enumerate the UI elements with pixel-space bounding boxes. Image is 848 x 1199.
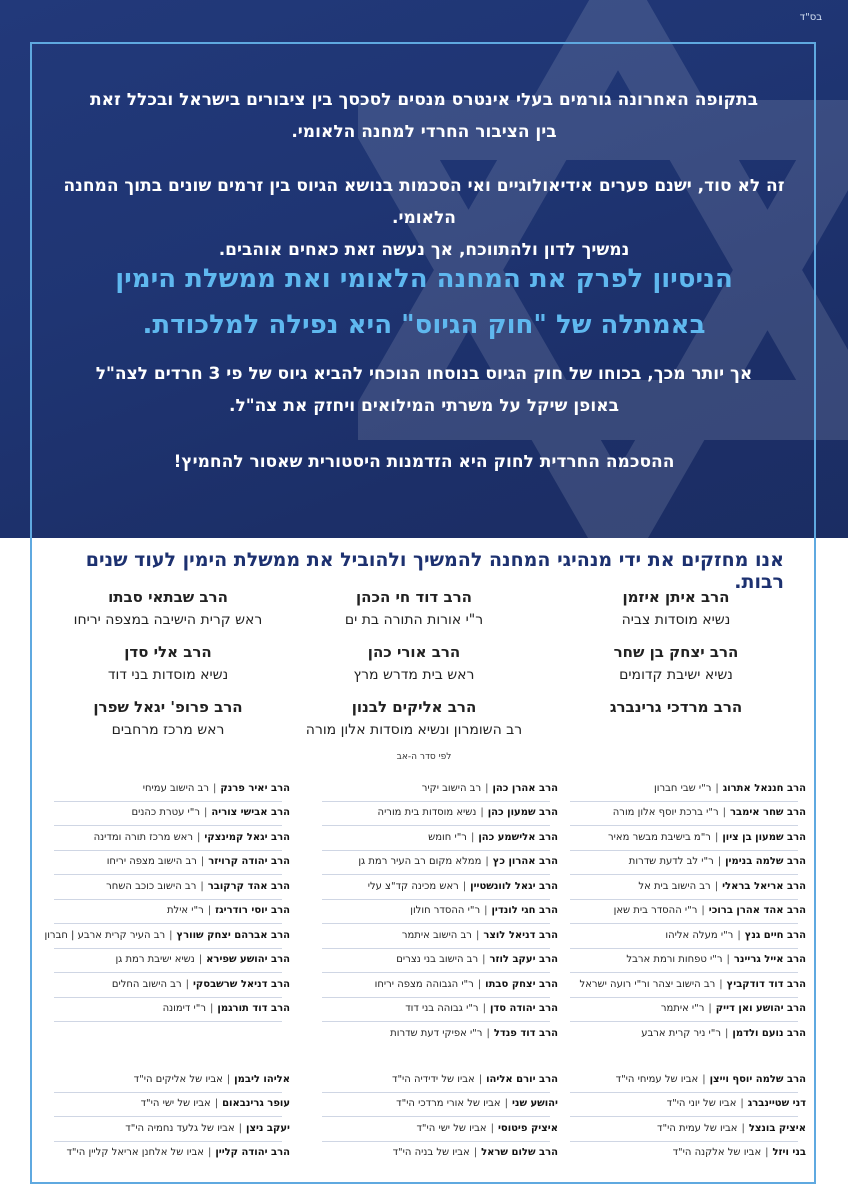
separator: |	[482, 954, 486, 966]
leader-name: הרב איתן איזמן	[622, 588, 730, 606]
signer-role: נשיא מוסדות בית מוריה	[377, 807, 477, 819]
signer-name: הרב אברהם יצחק שוורץ	[176, 929, 290, 941]
signer-role: ר"י דימונה	[162, 1003, 207, 1015]
signer-name: הרב דוד דודקביץ	[726, 978, 806, 990]
headline-line: באמתלה של "חוק הגיוס" היא נפילה למלכודת.	[142, 310, 706, 340]
separator: |	[238, 1122, 243, 1134]
row-divider	[322, 948, 550, 949]
signer-column-right	[566, 776, 806, 1046]
row-divider	[54, 972, 282, 973]
signer-row	[566, 899, 806, 924]
signer-role: רב הישוב מצפה יריחו	[106, 856, 197, 868]
signer-role: ממלא מקום רב העיר רמת גן	[358, 856, 482, 868]
signer-row	[318, 948, 558, 973]
separator: |	[198, 954, 203, 966]
row-divider	[54, 874, 282, 875]
signer-row	[50, 850, 290, 875]
separator: |	[480, 807, 484, 819]
signer-role: ראש מרכז תורה ומדינה	[93, 831, 194, 843]
row-divider	[54, 1021, 282, 1022]
intro-line: בין הציבור החרדי למחנה הלאומי.	[291, 122, 557, 142]
signer-row	[50, 874, 290, 899]
signer-role: ר"י ההסדר בית שאן	[613, 905, 698, 917]
signer-name: הרב דוד פנדל	[493, 1027, 558, 1039]
leader-name: הרב יצחק בן שחר	[613, 643, 739, 661]
signer-role: ר"י גבוהה בני דוד	[405, 1003, 479, 1015]
signer-name: הרב חיים גנץ	[744, 929, 806, 941]
signer-row	[318, 899, 558, 924]
signer-name: הרב דניאל לוצר	[483, 929, 558, 941]
row-divider	[322, 1021, 550, 1022]
signer-row	[566, 1067, 806, 1092]
leader-entry	[48, 698, 288, 738]
row-divider	[322, 1141, 550, 1142]
signer-role: ראש מכינה קד"צ עלי	[367, 880, 459, 892]
signer-role: ר"י איתמר	[660, 1003, 705, 1015]
signer-row	[566, 825, 806, 850]
signer-role: ר"י שבי חברון	[654, 782, 712, 794]
leader-entry	[48, 588, 288, 628]
row-divider	[322, 825, 550, 826]
signer-row	[566, 1021, 806, 1046]
signer-name: הרב יגאל לוונשטיין	[470, 880, 558, 892]
signer-name: הרב נועם ולדמן	[732, 1027, 806, 1039]
signer-name: הרב דוד תורגמן	[217, 1003, 290, 1015]
leader-name: הרב דוד חי הכהן	[356, 588, 472, 606]
leader-name: הרב אורי כהן	[367, 643, 461, 661]
signer-name: הרב יגאל קמינצקי	[204, 831, 290, 843]
row-divider	[570, 825, 798, 826]
headline-line: הניסיון לפרק את המחנה הלאומי ואת ממשלת הימין	[115, 264, 733, 294]
signer-row	[50, 997, 290, 1022]
row-divider	[570, 1116, 798, 1117]
separator: |	[226, 1073, 231, 1085]
signer-name: הרב דניאל שרשבסקי	[192, 978, 290, 990]
leader-entry	[556, 698, 796, 722]
row-divider	[570, 850, 798, 851]
signer-role: ר"י טפחות ורמת ארבל	[626, 954, 723, 966]
row-divider	[570, 923, 798, 924]
signer-name: איציק בונצל	[748, 1122, 806, 1134]
leader-role: נשיא מוסדות בני דוד	[107, 667, 229, 683]
intro-line: אך יותר מכך, בכוחו של חוק הגיוס בנוסחו הנוכחי להביא גיוס של פי 3 חרדים לצה"ל	[95, 364, 753, 384]
signer-row	[50, 825, 290, 850]
signer-role: אביו של אלחנן אריאל קליין הי"ד	[66, 1147, 204, 1159]
signer-row	[50, 948, 290, 973]
separator: |	[714, 831, 719, 843]
signer-name: הרב יעקב לוזר	[489, 954, 558, 966]
signer-role: אביו של אלקנה הי"ד	[672, 1147, 762, 1159]
leader-role: ראש מרכז מרחבים	[111, 722, 225, 738]
signer-name: הרב יוסי רודריגז	[215, 905, 290, 917]
signer-row	[50, 801, 290, 826]
signer-row	[318, 997, 558, 1022]
signer-row	[318, 1067, 558, 1092]
signer-name: הרב אריאל בראלי	[722, 880, 806, 892]
signer-role: אביו של ישי הי"ד	[416, 1122, 487, 1134]
signer-row	[566, 850, 806, 875]
row-divider	[54, 825, 282, 826]
leader-name: הרב פרופ' יגאל שפרן	[93, 698, 243, 716]
signer-column-middle	[318, 776, 558, 1046]
signer-row	[566, 948, 806, 973]
leader-role: רב השומרון ונשיא מוסדות אלון מורה	[305, 722, 523, 738]
signer-name: הרב יהושע ואן דייק	[715, 1003, 806, 1015]
leader-name: הרב אליקים לבנון	[351, 698, 477, 716]
separator: |	[169, 929, 173, 941]
signer-row	[566, 1092, 806, 1117]
signer-name: הרב יהודה קרויזר	[208, 856, 290, 868]
signer-role: ר"י אפיקי דעת שדרות	[390, 1027, 483, 1039]
intro-line: בתקופה האחרונה גורמים בעלי אינטרס מנסים לסכסך בין ציבורים בישראל ובכלל זאת	[90, 90, 758, 110]
row-divider	[54, 801, 282, 802]
row-divider	[54, 997, 282, 998]
signer-role: אביו של ידידיה הי"ד	[392, 1073, 475, 1085]
separator: |	[475, 929, 480, 941]
signer-name: הרב שחר אימבר	[729, 807, 806, 819]
signer-name: יעקב ניצן	[246, 1122, 290, 1134]
separator: |	[212, 782, 217, 794]
leader-entry	[294, 588, 534, 628]
intro-line: נמשיך לדון ולהתווכח, אך נעשה זאת כאחים אוהבים.	[218, 240, 630, 260]
signer-role: רב הישוב עמיחי	[142, 782, 209, 794]
separator: |	[726, 954, 730, 966]
separator: |	[701, 905, 705, 917]
signer-name: אליהו ליבמן	[234, 1073, 290, 1085]
separator: |	[470, 831, 475, 843]
intro-line: זה לא סוד, ישנם פערים אידיאולוגיים ואי הסכמות בנושא הגיוס בין זרמים שונים בתוך המחנה הלאומי.	[63, 176, 785, 228]
signer-name: הרב יהודה קליין	[215, 1147, 290, 1159]
signer-name: הרב שלום שראל	[481, 1147, 558, 1159]
signer-row	[318, 1092, 558, 1117]
signer-row	[50, 1141, 290, 1166]
signer-name: הרב שלמה בנימין	[725, 856, 806, 868]
row-divider	[322, 997, 550, 998]
signer-role: רב הישוב כוכב השחר	[106, 880, 197, 892]
signer-row	[566, 874, 806, 899]
row-divider	[570, 874, 798, 875]
separator: |	[722, 807, 726, 819]
signer-name: הרב חננאל אתרוג	[722, 782, 806, 794]
signer-row	[318, 1141, 558, 1166]
signer-row	[566, 923, 806, 948]
signer-row	[50, 776, 290, 801]
leader-name: הרב אלי סדן	[124, 643, 212, 661]
signer-role: רב העיר קרית ארבע | חברון	[44, 929, 166, 941]
separator: |	[714, 880, 719, 892]
signer-row	[50, 1067, 290, 1092]
row-divider	[54, 1141, 282, 1142]
row-divider	[54, 899, 282, 900]
signer-name: הרב יורם אליהו	[486, 1073, 558, 1085]
separator: |	[737, 929, 741, 941]
separator: |	[486, 1027, 490, 1039]
row-divider	[570, 899, 798, 900]
row-divider	[322, 923, 550, 924]
signer-name: הרב שמעון כהן	[487, 807, 558, 819]
signer-row	[318, 874, 558, 899]
signer-name: איציק פיטוסי	[497, 1122, 558, 1134]
row-divider	[570, 1141, 798, 1142]
separator: |	[702, 1073, 706, 1085]
signer-role: ר"י הגבוהה מצפה יריחו	[374, 978, 474, 990]
separator: |	[197, 831, 201, 843]
signer-role: רב הישוב איתמר	[401, 929, 472, 941]
separator: |	[741, 1122, 745, 1134]
separator: |	[210, 1003, 214, 1015]
leader-entry	[556, 643, 796, 683]
signer-name: יהושע שני	[511, 1098, 558, 1110]
signer-row	[566, 1116, 806, 1141]
signer-row	[318, 776, 558, 801]
signer-row	[566, 972, 806, 997]
signer-role: אביו של בניה הי"ד	[392, 1147, 470, 1159]
signer-role: ר"י אילת	[166, 905, 204, 917]
signer-row	[318, 801, 558, 826]
signer-role: אביו של גלעד נחמיה הי"ד	[125, 1122, 235, 1134]
leader-role: נשיא מוסדות צביה	[621, 612, 731, 628]
signer-name: דני שטיינברג	[747, 1098, 806, 1110]
separator: |	[477, 978, 482, 990]
signer-name: הרב אהרון כץ	[492, 856, 558, 868]
row-divider	[54, 850, 282, 851]
separator: |	[708, 1003, 712, 1015]
signer-role: רב הישוב בני נצרים	[396, 954, 479, 966]
signer-role: אביו של עמית הי"ד	[657, 1122, 738, 1134]
corner-mark: בס"ד	[799, 12, 822, 23]
signer-name: הרב יאיר פרנק	[220, 782, 290, 794]
signer-role: רב הישוב החלים	[111, 978, 182, 990]
separator: |	[485, 782, 489, 794]
separator: |	[200, 856, 205, 868]
signer-role: רב הישוב יצהר ור"י רועה ישראל	[579, 978, 716, 990]
signer-role: נשיא ישיבת רמת גן	[115, 954, 195, 966]
signer-row	[318, 1021, 558, 1046]
separator: |	[214, 1098, 219, 1110]
signer-row	[50, 972, 290, 997]
row-divider	[322, 801, 550, 802]
separator: |	[204, 807, 208, 819]
signer-name: בני ויזל	[772, 1147, 806, 1159]
signer-role: אביו של אליקים הי"ד	[133, 1073, 223, 1085]
intro-paragraph-4: ההסכמה החרדית לחוק היא הזדמנות היסטורית שאסור להחמיץ!	[173, 452, 675, 472]
signer-name: הרב חגי לונדין	[491, 905, 558, 917]
signer-role: ר"י חומש	[428, 831, 467, 843]
row-divider	[570, 1092, 798, 1093]
row-divider	[570, 948, 798, 949]
signer-role: אביו של עמיחי הי"ד	[615, 1073, 699, 1085]
subheading: אנו מחזקים את ידי מנהיגי המחנה להמשיך ולהוביל את ממשלת הימין לעוד שנים רבות.	[85, 549, 784, 593]
signer-name: הרב שלמה יוסף וייצן	[709, 1073, 806, 1085]
row-divider	[322, 899, 550, 900]
signer-row	[566, 776, 806, 801]
separator: |	[504, 1098, 508, 1110]
leader-name: הרב שבתאי סבתו	[108, 588, 228, 606]
separator: |	[717, 856, 722, 868]
separator: |	[715, 782, 719, 794]
signer-role: ר"י עטרת כהנים	[131, 807, 201, 819]
signer-row	[318, 825, 558, 850]
signer-row	[44, 923, 290, 948]
separator: |	[473, 1147, 478, 1159]
signer-row	[318, 850, 558, 875]
order-note: לפי סדר ה-אב	[396, 752, 452, 762]
intro-line: באופן שיקל על משרתי המילואים ויחזק את צה"ל.	[229, 396, 619, 416]
separator: |	[462, 880, 467, 892]
signer-row	[50, 899, 290, 924]
leader-entry	[294, 643, 534, 683]
separator: |	[725, 1027, 729, 1039]
signer-role: ר"י מעלה אליהו	[665, 929, 734, 941]
separator: |	[207, 905, 212, 917]
separator: |	[485, 856, 489, 868]
signer-role: ר"מ בישיבת מבשר מאיר	[608, 831, 711, 843]
row-divider	[322, 850, 550, 851]
signer-name: הרב יהודה סדן	[489, 1003, 558, 1015]
row-divider	[54, 948, 282, 949]
row-divider	[322, 1116, 550, 1117]
signer-role: ר"י ניר קרית ארבע	[641, 1027, 722, 1039]
row-divider	[322, 972, 550, 973]
leader-name: הרב מרדכי גרינברג	[609, 698, 743, 716]
separator: |	[490, 1122, 494, 1134]
signer-role: ר"י ההסדר חולון	[410, 905, 481, 917]
leader-entry	[48, 643, 288, 683]
signer-row	[566, 801, 806, 826]
leader-entry	[294, 698, 534, 738]
signer-row	[566, 997, 806, 1022]
signer-role: ר"י לב לדעת שדרות	[628, 856, 714, 868]
signer-name: עופר גרינבאום	[222, 1098, 290, 1110]
signer-name: הרב יהושע שפירא	[206, 954, 290, 966]
separator: |	[200, 880, 204, 892]
separator: |	[740, 1098, 744, 1110]
signer-name: הרב אהרן כהן	[492, 782, 558, 794]
signer-name: הרב יצחק סבתו	[485, 978, 558, 990]
leader-entry	[556, 588, 796, 628]
signer-role: ר"י ברכת יוסף אלון מורה	[612, 807, 719, 819]
signer-role: רב הישוב יקיר	[421, 782, 482, 794]
signer-name: הרב שמעון בן ציון	[722, 831, 806, 843]
separator: |	[185, 978, 189, 990]
row-divider	[54, 1116, 282, 1117]
signer-row	[50, 1116, 290, 1141]
separator: |	[719, 978, 723, 990]
leader-role: ראש בית מדרש מרץ	[353, 667, 475, 683]
signer-name: הרב אלישמע כהן	[478, 831, 558, 843]
leader-role: ר"י אורות התורה בת ים	[344, 612, 484, 628]
signer-row	[318, 923, 558, 948]
separator: |	[765, 1147, 769, 1159]
row-divider	[570, 1021, 798, 1022]
separator: |	[484, 905, 488, 917]
signer-row	[566, 1141, 806, 1166]
row-divider	[322, 1092, 550, 1093]
signer-role: אביו של ישי הי"ד	[140, 1098, 211, 1110]
signer-role: אביו של יוני הי"ד	[666, 1098, 737, 1110]
separator: |	[478, 1073, 483, 1085]
row-divider	[570, 972, 798, 973]
signer-role: רב הישוב בית אל	[638, 880, 711, 892]
separator: |	[482, 1003, 486, 1015]
signer-row	[318, 972, 558, 997]
signer-name: הרב אהד קרקובר	[207, 880, 290, 892]
row-divider	[322, 874, 550, 875]
signer-row	[318, 1116, 558, 1141]
row-divider	[54, 923, 282, 924]
signer-name: הרב אייל גריינר	[733, 954, 806, 966]
row-divider	[570, 801, 798, 802]
signer-name: הרב אבישי צוריה	[211, 807, 290, 819]
row-divider	[54, 1092, 282, 1093]
signer-name: הרב אהד אהרן ברוכי	[708, 905, 806, 917]
signer-row	[50, 1092, 290, 1117]
leader-role: ראש קרית הישיבה במצפה יריחו	[73, 612, 263, 628]
signer-role: אביו של אורי מרדכי הי"ד	[396, 1098, 501, 1110]
separator: |	[207, 1147, 212, 1159]
row-divider	[570, 997, 798, 998]
leader-role: נשיא ישיבת קדומים	[619, 667, 733, 683]
